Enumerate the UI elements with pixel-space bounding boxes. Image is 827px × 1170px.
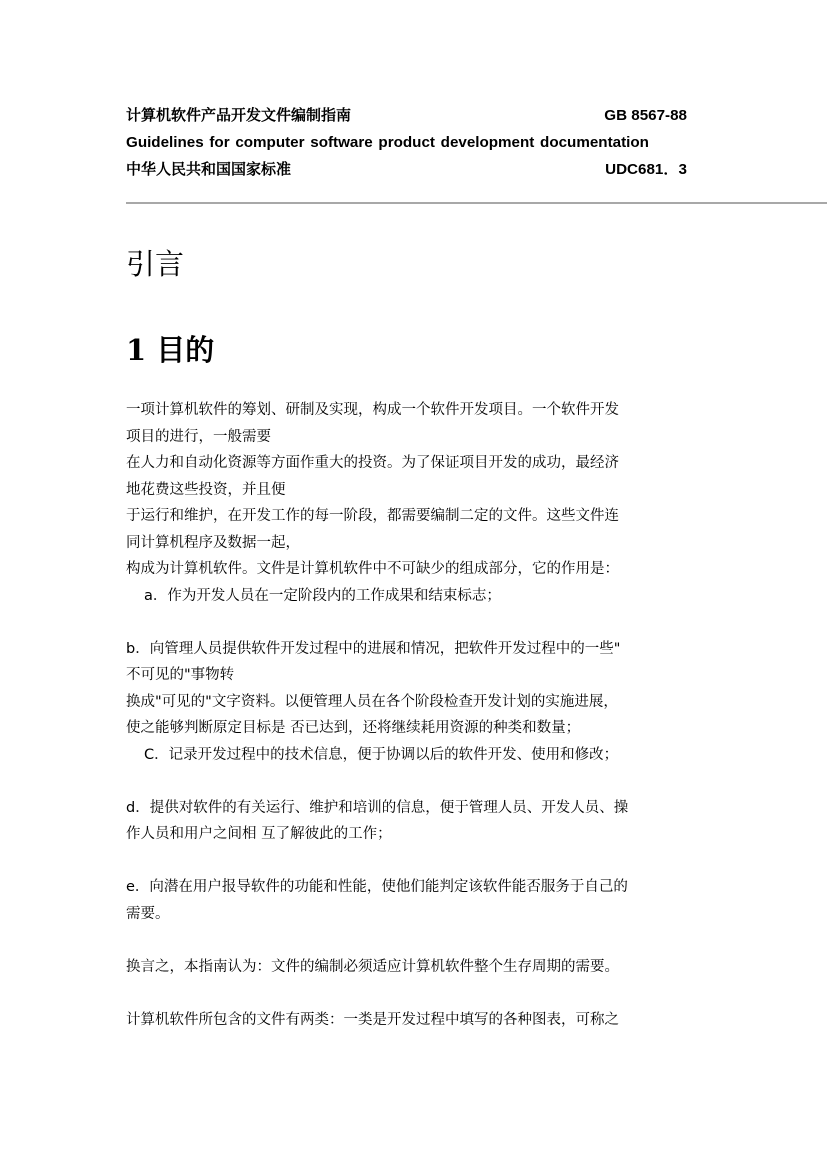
document-types-paragraph: 计算机软件所包含的文件有两类：一类是开发过程中填写的各种图表，可称之 <box>126 1011 619 1028</box>
body-line: 一项计算机软件的筹划、研制及实现，构成一个软件开发项目。一个软件开发 <box>126 402 619 418</box>
paragraph-gap <box>126 768 716 795</box>
list-item-a: a．作为开发人员在一定阶段内的工作成果和结束标志； <box>144 587 501 604</box>
heading-purpose: 1 目的 <box>126 333 215 367</box>
body-line: 在人力和自动化资源等方面作重大的投资。为了保证项目开发的成功，最经济 <box>126 455 619 471</box>
paragraph-gap <box>126 980 716 1007</box>
list-item-c: C．记录开发过程中的技术信息，便于协调以后的软件开发、使用和修改； <box>144 746 619 763</box>
paragraph-gap <box>126 927 716 954</box>
list-item-e-line: 需要。 <box>126 905 170 922</box>
header-standard-code: GB 8567-88 <box>604 107 687 124</box>
header-row-issuer <box>126 156 687 184</box>
header-divider <box>126 202 827 204</box>
list-item-b-line: 使之能够判断原定目标是 否已达到，还将继续耗用资源的种类和数量； <box>126 720 581 736</box>
list-item-b-line: 不可见的"事物转 <box>126 667 235 683</box>
header-title-cn: 计算机软件产品开发文件编制指南 <box>126 106 352 124</box>
header-row-english <box>126 130 687 157</box>
list-item-b-line: 换成"可见的"文字资料。以便管理人员在各个阶段检查开发计划的实施进展， <box>126 693 618 710</box>
body-line: 构成为计算机软件。文件是计算机软件中不可缺少的组成部分，它的作用是： <box>126 561 619 577</box>
list-item-e-line: e．向潜在用户报导软件的功能和性能，使他们能判定该软件能否服务于自己的 <box>126 879 628 895</box>
paragraph-gap <box>126 848 716 875</box>
body-line: 项目的进行，一般需要 <box>126 428 271 445</box>
summary-paragraph: 换言之，本指南认为：文件的编制必须适应计算机软件整个生存周期的需要。 <box>126 958 619 975</box>
heading-introduction: 引言 <box>126 247 185 281</box>
header-title-en: Guidelines for computer software product development documentation <box>126 133 649 151</box>
body-line: 地花费这些投资，并且便 <box>126 481 286 498</box>
paragraph-gap <box>126 609 716 636</box>
header-udc: UDC681．3 <box>605 161 687 178</box>
list-item-d-line: 作人员和用户之间相 互了解彼此的工作； <box>126 826 392 842</box>
header-issuer: 中华人民共和国国家标准 <box>126 160 292 178</box>
body-line: 于运行和维护，在开发工作的每一阶段，都需要编制二定的文件。这些文件连 <box>126 508 619 524</box>
body-line: 同计算机程序及数据一起， <box>126 534 300 551</box>
list-item-b-line: b．向管理人员提供软件开发过程中的进展和情况，把软件开发过程中的一些" <box>126 640 621 657</box>
document-body <box>126 397 716 1033</box>
document-header <box>126 102 687 184</box>
list-item-d-line: d．提供对软件的有关运行、维护和培训的信息，便于管理人员、开发人员、操 <box>126 799 629 816</box>
header-row-title <box>126 102 687 130</box>
